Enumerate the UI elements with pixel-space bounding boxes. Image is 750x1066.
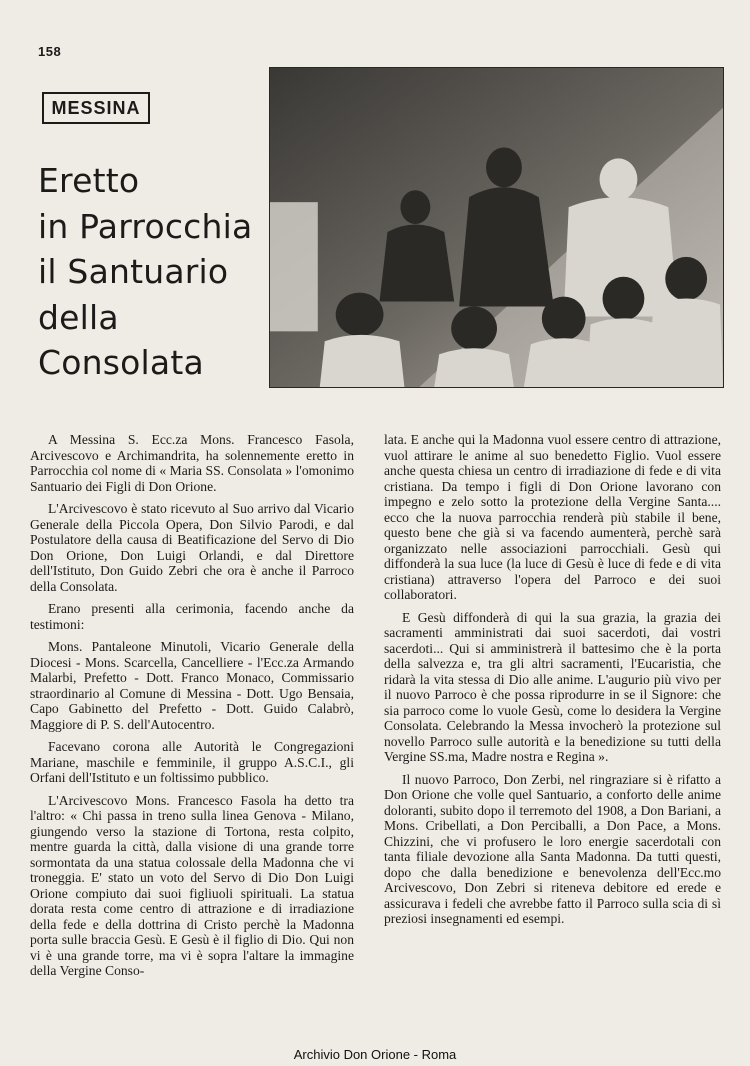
photo-placeholder-icon (270, 68, 723, 387)
title-line: il Santuario (38, 252, 229, 291)
page-number: 158 (38, 44, 62, 59)
paragraph: A Messina S. Ecc.za Mons. Francesco Fasola, Arcivescovo e Archimandrita, ha solennemente eretto in Parrocchia col nome di « Maria SS. Consolata » l'omonimo Santuario dei Figli di Don Orione. (30, 432, 354, 494)
article-column-right (384, 432, 721, 934)
paragraph: Mons. Pantaleone Minutoli, Vicario Generale della Diocesi - Mons. Scarcella, Cancelliere - l'Ecc.za Armando Malarbi, Prefetto - Dott. Franco Monaco, Commissario straordinario al Comune di Messina - Dott. Ugo Bensaia, Capo Gabinetto del Prefetto - Dott. Guido Calabrò, Maggiore di P. S. dell'Autocentro. (30, 639, 354, 732)
title-line: della (38, 297, 119, 337)
paragraph: Facevano corona alle Autorità le Congregazioni Mariane, maschile e femminile, il gruppo A.S.C.I., gli Orfani dell'Istituto e un foltissimo pubblico. (30, 739, 354, 785)
paragraph-continuation: lata. E anche qui la Madonna vuol essere centro di attrazione, vuol attirare le anime al suo benedetto Figlio. Vuol essere anche questa chiesa un centro di irradiazione di fede e di vita cristiana. Da tempo i figli di Don Orione lavorano con impegno e zelo sotto la protezione della Vergine Santa.... ecco che la nuova parrocchia renderà più stabile il bene, questo bene che già si va facendo aumenterà, perchè sarà organizzato nelle associazioni parrocchiali. Gesù qui diffonderà la sua luce (la luce di Gesù è luce di fede e di vita cristiana) attraverso l'opera del Parroco e dei suoi collaboratori. (384, 432, 721, 602)
paragraph: Il nuovo Parroco, Don Zerbi, nel ringraziare si è rifatto a Don Orione che volle quel Santuario, a conforto delle anime doloranti, subito dopo il terremoto del 1908, a Don Bariani, a Mons. Cribellati, a Don Perciballi, a Don Pace, a Mons. Chizzini, che vi profusero le loro energie sacerdotali con tanta filiale devozione alla Santa Madonna. Da tutti questi, dopo che dalla benedizione e benevolenza dell'Ecc.mo Arcivescovo, Don Zebri si riteneva debitore ed erede e assicurava i fedeli che avrebbe fatto il Parroco sulla scia di sì preziosi insegnamenti ed esempi. (384, 771, 721, 926)
article-column-left (30, 432, 354, 986)
section-tag: MESSINA (42, 92, 150, 124)
title-line: Consolata (38, 343, 204, 382)
archive-caption: Archivio Don Orione - Roma (293, 1047, 457, 1062)
paragraph: E Gesù diffonderà di qui la sua grazia, la grazia dei sacramenti amministrati dai suoi sacerdoti, dai vostri sacerdoti... Qui si amministrerà il battesimo che è la porta della salvezza e, tra gli altri sacramenti, l'Eucaristia, che ridarà la vita stessa di Dio alle anime. L'augurio più vivo per il nuovo Parroco è che possa riprodurre in se il Signore: che sia parroco come lo vuole Gesù, come lo desidera la Vergine Consolata. Celebrando la Messa invocherò la protezione sul novello Parroco sulle autorità e la benedizione su tutti della Vergine SS.ma, Madre nostra e Regina ». (384, 609, 721, 764)
title-line: in Parrocchia (38, 206, 253, 246)
title-line: Eretto (38, 161, 140, 200)
paragraph: L'Arcivescovo Mons. Francesco Fasola ha detto tra l'altro: « Chi passa in treno sulla linea Genova - Milano, giungendo verso la stazione di Tortona, resta colpito, mentre guarda la città, dalla visione di una grande torre sormontata da una statua colossale della Madonna che vi troneggia. E' stato un voto del Servo di Dio Don Luigi Orione compiuto dai suoi figliuoli spirituali. La statua dorata resta come centro di attrazione e di irradiazione della fede e della dottrina di Cristo perchè la Madonna porta sulle braccia Gesù. E Gesù è il figlio di Dio. Qui non vi è una grande torre, ma vi è sopra l'altare la immagine della Vergine Conso- (30, 792, 354, 978)
paragraph: Erano presenti alla cerimonia, facendo anche da testimoni: (30, 601, 354, 632)
article-title (38, 158, 266, 386)
paragraph: L'Arcivescovo è stato ricevuto al Suo arrivo dal Vicario Generale della Piccola Opera, Don Silvio Parodi, e dal Postulatore della causa di Beatificazione del Servo di Dio Don Orione, Don Luigi Orlandi, e dal Direttore dell'Istituto, Don Guido Zebri che ora è anche il Parroco della Consolata. (30, 501, 354, 594)
ceremony-photo (269, 67, 724, 388)
